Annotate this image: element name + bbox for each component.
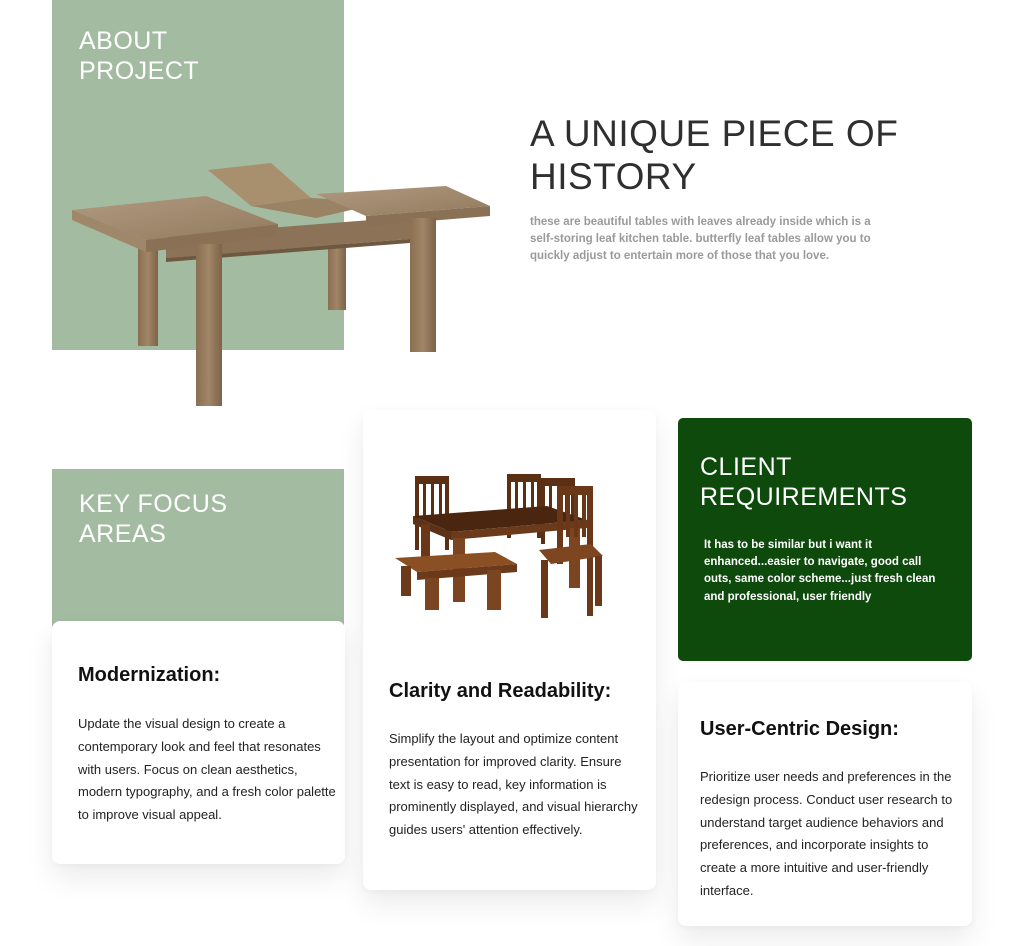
dining-set-image [391, 472, 631, 632]
user-centric-title: User-Centric Design: [700, 718, 899, 740]
client-requirements-block [678, 418, 972, 661]
modernization-body: Update the visual design to create a contemporary look and feel that resonates with users. Focus on clean aesthetics, modern typography, and a fresh color palette to improve visual appeal. [78, 716, 336, 823]
clarity-title: Clarity and Readability: [389, 680, 612, 702]
intro-description: these are beautiful tables with leaves already inside which is a self-storing leaf kitchen table. butterfly leaf tables allow you to quickly adjust to entertain more of those that you love. [530, 216, 871, 262]
client-requirements-text: It has to be similar but i want it enhanced...easier to navigate, good call outs, same color scheme...just fresh clean and professional, user friendly [704, 539, 936, 603]
modernization-title: Modernization: [78, 664, 221, 686]
focus-title-line1: KEY FOCUS [79, 490, 228, 518]
modernization-card [52, 621, 345, 864]
client-requirements-title [700, 452, 907, 512]
focus-title-line2: AREAS [79, 520, 167, 548]
clarity-body: Simplify the layout and optimize content presentation for improved clarity. Ensure text is easy to read, key information is prominently displayed, and visual hierarchy guides users' attention effectively. [389, 731, 638, 838]
about-title-line2: PROJECT [79, 57, 200, 85]
extension-table-image [66, 158, 496, 410]
clarity-card [363, 410, 656, 890]
headline: A UNIQUE PIECE OF HISTORY [530, 113, 899, 197]
key-focus-block [52, 469, 344, 629]
about-project-title [79, 26, 199, 86]
user-centric-body: Prioritize user needs and preferences in the redesign process. Conduct user research to understand target audience behaviors and preferences, and incorporate insights to create a more intuitive and user-friendly interface. [700, 769, 953, 898]
client-title-line1: CLIENT [700, 453, 792, 481]
client-title-line2: REQUIREMENTS [700, 483, 908, 511]
about-title-line1: ABOUT [79, 27, 168, 55]
key-focus-title [79, 489, 228, 549]
user-centric-card [678, 682, 972, 926]
